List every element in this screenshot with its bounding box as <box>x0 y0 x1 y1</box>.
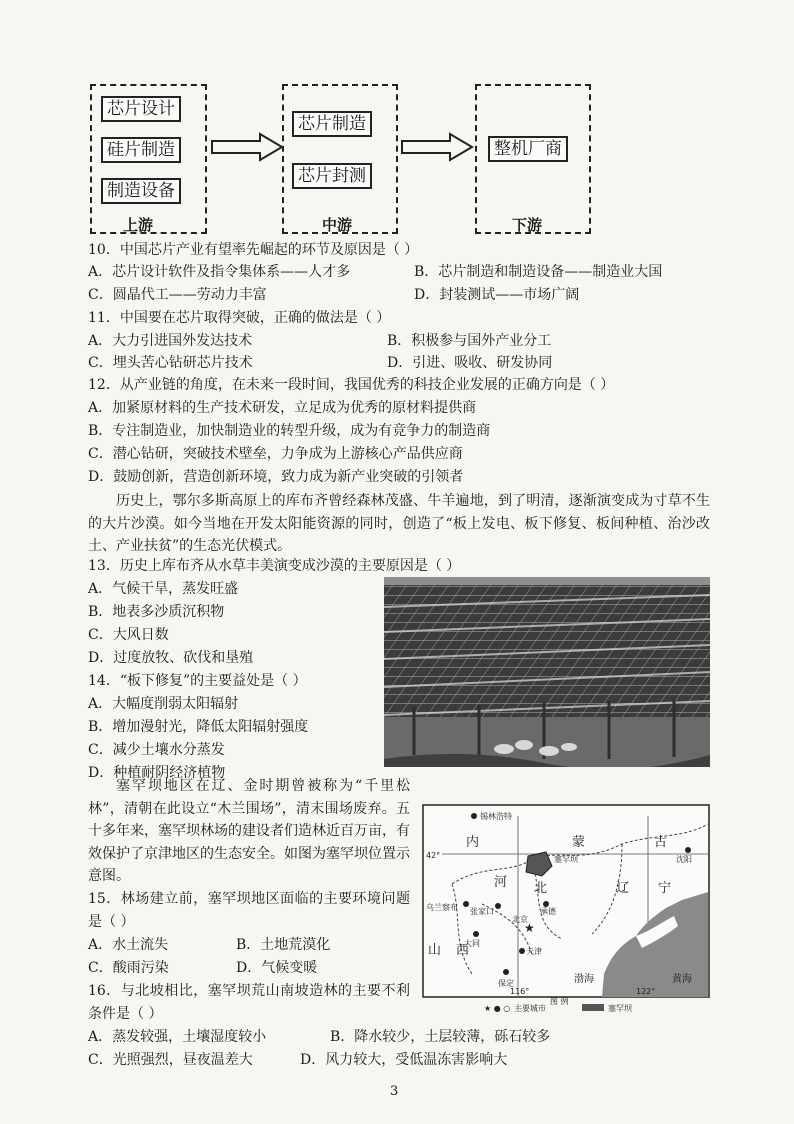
passage-saihanba: 塞罕坝地区在辽、金时期曾被称为“千里松林”，清朝在此设立“木兰围场”，清末围场废弃。五十多年来，塞罕坝林场的建设者们造林近百万亩，有效保护了京津地区的生态安全。如图为塞罕坝位置示意图。 <box>88 778 410 884</box>
q16-option-a: A．蒸发较强，土壤湿度较小 <box>88 1029 267 1045</box>
q15-option-a: A．水土流失 <box>88 937 169 953</box>
q11-option-c: C．埋头苦心钻研芯片技术 <box>88 355 253 371</box>
q10-option-a: A．芯片设计软件及指令集体系——人才多 <box>88 264 351 280</box>
q14-option-b: B．增加漫射光，降低太阳辐射强度 <box>88 719 309 735</box>
q11-option-a: A．大力引进国外发达技术 <box>88 333 253 349</box>
q16-option-c: C．光照强烈，昼夜温差大 <box>88 1052 253 1068</box>
map-label-xi: 西 <box>456 943 470 958</box>
map-label-bohai: 渤海 <box>574 974 594 985</box>
q15-option-b: B．土地荒漠化 <box>236 937 331 953</box>
map-label-lat42: 42° <box>426 851 441 860</box>
map-label-tianjin: 天津 <box>526 947 542 956</box>
map-legend-title: 图 例 <box>550 997 569 1006</box>
upstream-item: 芯片设计 <box>101 96 181 122</box>
q11-stem: 11．中国要在芯片取得突破，正确的做法是（ ） <box>88 310 391 326</box>
q13-option-d: D．过度放牧、砍伐和垦殖 <box>88 650 254 666</box>
map-label-wulanchabu: 乌兰察布 <box>426 903 458 912</box>
solar-panel-photo <box>384 577 710 767</box>
q13-option-a: A．气候干旱，蒸发旺盛 <box>88 581 239 597</box>
q14-option-d: D．种植耐阴经济植物 <box>88 765 226 781</box>
midstream-item: 芯片封测 <box>292 163 372 189</box>
map-label-baoding: 保定 <box>498 979 514 988</box>
downstream-label: 下游 <box>512 216 543 234</box>
midstream-item: 芯片制造 <box>292 111 372 137</box>
map-label-shan: 山 <box>428 943 442 958</box>
q16-option-b: B．降水较少，土层较薄，砾石较多 <box>330 1029 551 1045</box>
arrow-right-icon <box>400 132 474 162</box>
map-label-liao: 辽 <box>616 881 630 896</box>
q15-option-c: C．酸雨污染 <box>88 960 169 976</box>
map-label-xilinhot: 锡林浩特 <box>480 812 512 821</box>
map-label-lon122: 122° <box>636 987 656 996</box>
midstream-box <box>282 84 398 234</box>
upstream-label: 上游 <box>123 216 154 234</box>
downstream-item: 整机厂商 <box>488 136 568 162</box>
q12-stem: 12．从产业链的角度，在未来一段时间，我国优秀的科技企业发展的正确方向是（ ） <box>88 377 615 393</box>
q16-stem: 16．与北坡相比，塞罕坝荒山南坡造林的主要不利条件是（ ） <box>88 983 410 1022</box>
map-label-huanghai: 黄海 <box>672 974 692 985</box>
arrow-right-icon <box>210 132 284 162</box>
map-legend-city: 主要城市 <box>514 1004 546 1012</box>
map-label-zhangjiakou: 张家口 <box>470 907 494 916</box>
q12-option-d: D．鼓励创新，营造创新环境，致力成为新产业突破的引领者 <box>88 469 464 485</box>
q10-option-b: B．芯片制造和制造设备——制造业大国 <box>414 264 663 280</box>
page-number: 3 <box>390 1084 399 1099</box>
q11-option-d: D．引进、吸收、研发协同 <box>387 355 553 371</box>
passage-kubuqi: 历史上，鄂尔多斯高原上的库布齐曾经森林茂盛、牛羊遍地，到了明清，逐渐演变成为寸草不生的大片沙漠。如今当地在开发太阳能资源的同时，创造了“板上发电、板下修复、板间种植、治沙改土、产业扶贫”的生态光伏模式。 <box>88 493 710 554</box>
map-label-ning: 宁 <box>658 881 672 896</box>
map-label-bei: 北 <box>534 881 548 896</box>
q12-option-b: B．专注制造业，加快制造业的转型升级，成为有竞争力的制造商 <box>88 423 491 439</box>
map-label-datong: 大同 <box>464 939 480 948</box>
q16-option-d: D．风力较大，受低温冻害影响大 <box>300 1052 508 1068</box>
map-label-shenyang: 沈阳 <box>676 855 692 864</box>
q10-option-d: D．封装测试——市场广阔 <box>414 287 580 303</box>
svg-text:★: ★ <box>524 921 535 935</box>
q12-option-c: C．潜心钻研，突破技术壁垒，力争成为上游核心产品供应商 <box>88 446 463 462</box>
svg-text:★ ● ○: ★ ● ○ <box>484 1004 511 1012</box>
q15-stem: 15．林场建立前，塞罕坝地区面临的主要环境问题是（ ） <box>88 891 410 930</box>
q13-stem: 13．历史上库布齐从水草丰美演变成沙漠的主要原因是（ ） <box>88 558 461 574</box>
map-label-beijing: 北京 <box>512 915 528 924</box>
saihanba-location-map <box>422 804 710 1012</box>
q14-option-c: C．减少土壤水分蒸发 <box>88 742 225 758</box>
upstream-item: 硅片制造 <box>101 137 181 163</box>
upstream-item: 制造设备 <box>101 178 181 204</box>
q10-stem: 10．中国芯片产业有望率先崛起的环节及原因是（ ） <box>88 242 419 258</box>
map-label-chengde: 承德 <box>540 907 556 916</box>
q12-option-a: A．加紧原材料的生产技术研发，立足成为优秀的原材料提供商 <box>88 400 477 416</box>
q15-option-d: D．气候变暖 <box>236 960 318 976</box>
map-label-nei: 内 <box>466 835 480 850</box>
map-label-meng: 蒙 <box>572 835 586 850</box>
q10-option-c: C．圆晶代工——劳动力丰富 <box>88 287 267 303</box>
q14-stem: 14．“板下修复”的主要益处是（ ） <box>88 673 307 689</box>
map-label-gu: 古 <box>654 835 668 850</box>
map-legend-saihanba: 塞罕坝 <box>608 1004 632 1012</box>
map-label-he: 河 <box>494 875 508 890</box>
q13-option-c: C．大风日数 <box>88 627 169 643</box>
q11-option-b: B．积极参与国外产业分工 <box>387 333 552 349</box>
q14-option-a: A．大幅度削弱太阳辐射 <box>88 696 239 712</box>
q13-option-b: B．地表多沙质沉积物 <box>88 604 225 620</box>
map-label-lon116: 116° <box>510 987 530 996</box>
midstream-label: 中游 <box>322 216 353 234</box>
map-label-saihanba: 塞罕坝 <box>554 855 578 864</box>
